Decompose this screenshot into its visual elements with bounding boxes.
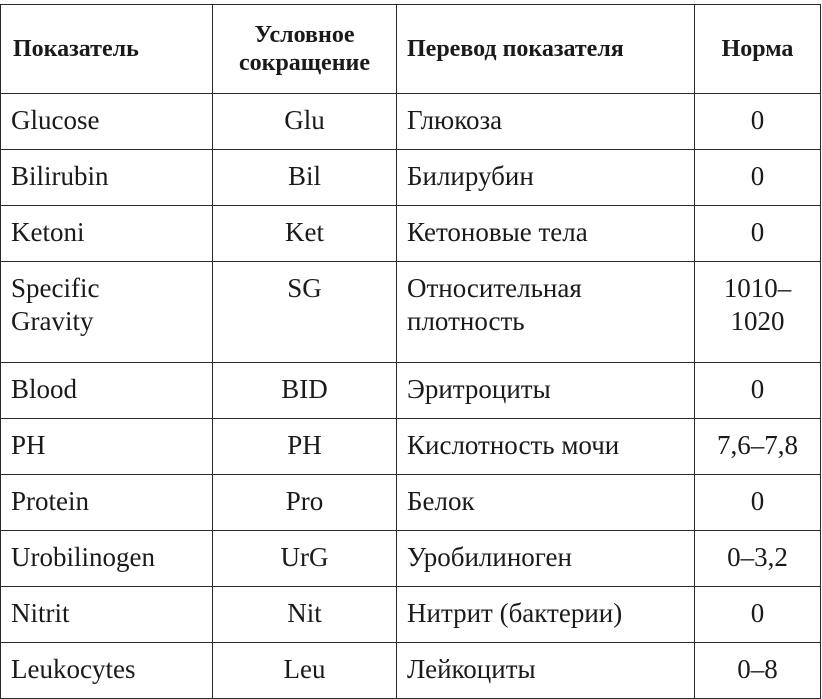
cell-abbreviation: BID	[213, 363, 397, 419]
cell-norm: 0	[695, 150, 821, 206]
table-row	[1, 419, 821, 475]
cell-abbreviation: PH	[213, 419, 397, 475]
cell-translation: Кислотность мочи	[397, 419, 695, 475]
cell-abbreviation: Leu	[213, 643, 397, 699]
table-row	[1, 587, 821, 643]
table-row	[1, 150, 821, 206]
cell-norm: 0	[695, 363, 821, 419]
cell-indicator: Protein	[1, 475, 213, 531]
header-translation: Перевод показателя	[397, 5, 695, 94]
header-norm: Норма	[695, 5, 821, 94]
cell-norm: 0	[695, 206, 821, 262]
cell-indicator: Glucose	[1, 94, 213, 150]
table-row	[1, 643, 821, 699]
cell-abbreviation: Nit	[213, 587, 397, 643]
table-row	[1, 363, 821, 419]
cell-indicator: PH	[1, 419, 213, 475]
cell-translation: Белок	[397, 475, 695, 531]
header-indicator: Показатель	[1, 5, 213, 94]
cell-abbreviation: UrG	[213, 531, 397, 587]
cell-indicator: Ketoni	[1, 206, 213, 262]
cell-indicator: Leukocytes	[1, 643, 213, 699]
cell-norm: 7,6–7,8	[695, 419, 821, 475]
cell-norm: 0	[695, 475, 821, 531]
cell-norm: 0–3,2	[695, 531, 821, 587]
table-row	[1, 262, 821, 363]
cell-translation: Глюкоза	[397, 94, 695, 150]
cell-translation: Кетоновые тела	[397, 206, 695, 262]
cell-translation: Нитрит (бактерии)	[397, 587, 695, 643]
cell-norm: 1010– 1020	[695, 262, 821, 363]
cell-translation: Билирубин	[397, 150, 695, 206]
cell-norm: 0	[695, 587, 821, 643]
cell-translation: Относительная плотность	[397, 262, 695, 363]
table-row	[1, 475, 821, 531]
table-header-row	[1, 5, 821, 94]
cell-indicator: Nitrit	[1, 587, 213, 643]
urinalysis-table	[0, 4, 821, 699]
header-abbreviation: Условное сокращение	[213, 5, 397, 94]
cell-translation: Эритроциты	[397, 363, 695, 419]
cell-abbreviation: Bil	[213, 150, 397, 206]
table-row	[1, 94, 821, 150]
cell-abbreviation: Pro	[213, 475, 397, 531]
cell-norm: 0–8	[695, 643, 821, 699]
cell-indicator: Urobilinogen	[1, 531, 213, 587]
cell-abbreviation: SG	[213, 262, 397, 363]
table-row	[1, 206, 821, 262]
cell-indicator: Bilirubin	[1, 150, 213, 206]
cell-abbreviation: Glu	[213, 94, 397, 150]
cell-norm: 0	[695, 94, 821, 150]
cell-translation: Лейкоциты	[397, 643, 695, 699]
cell-abbreviation: Ket	[213, 206, 397, 262]
cell-indicator: Specific Gravity	[1, 262, 213, 363]
cell-indicator: Blood	[1, 363, 213, 419]
cell-translation: Уробилиноген	[397, 531, 695, 587]
table-row	[1, 531, 821, 587]
